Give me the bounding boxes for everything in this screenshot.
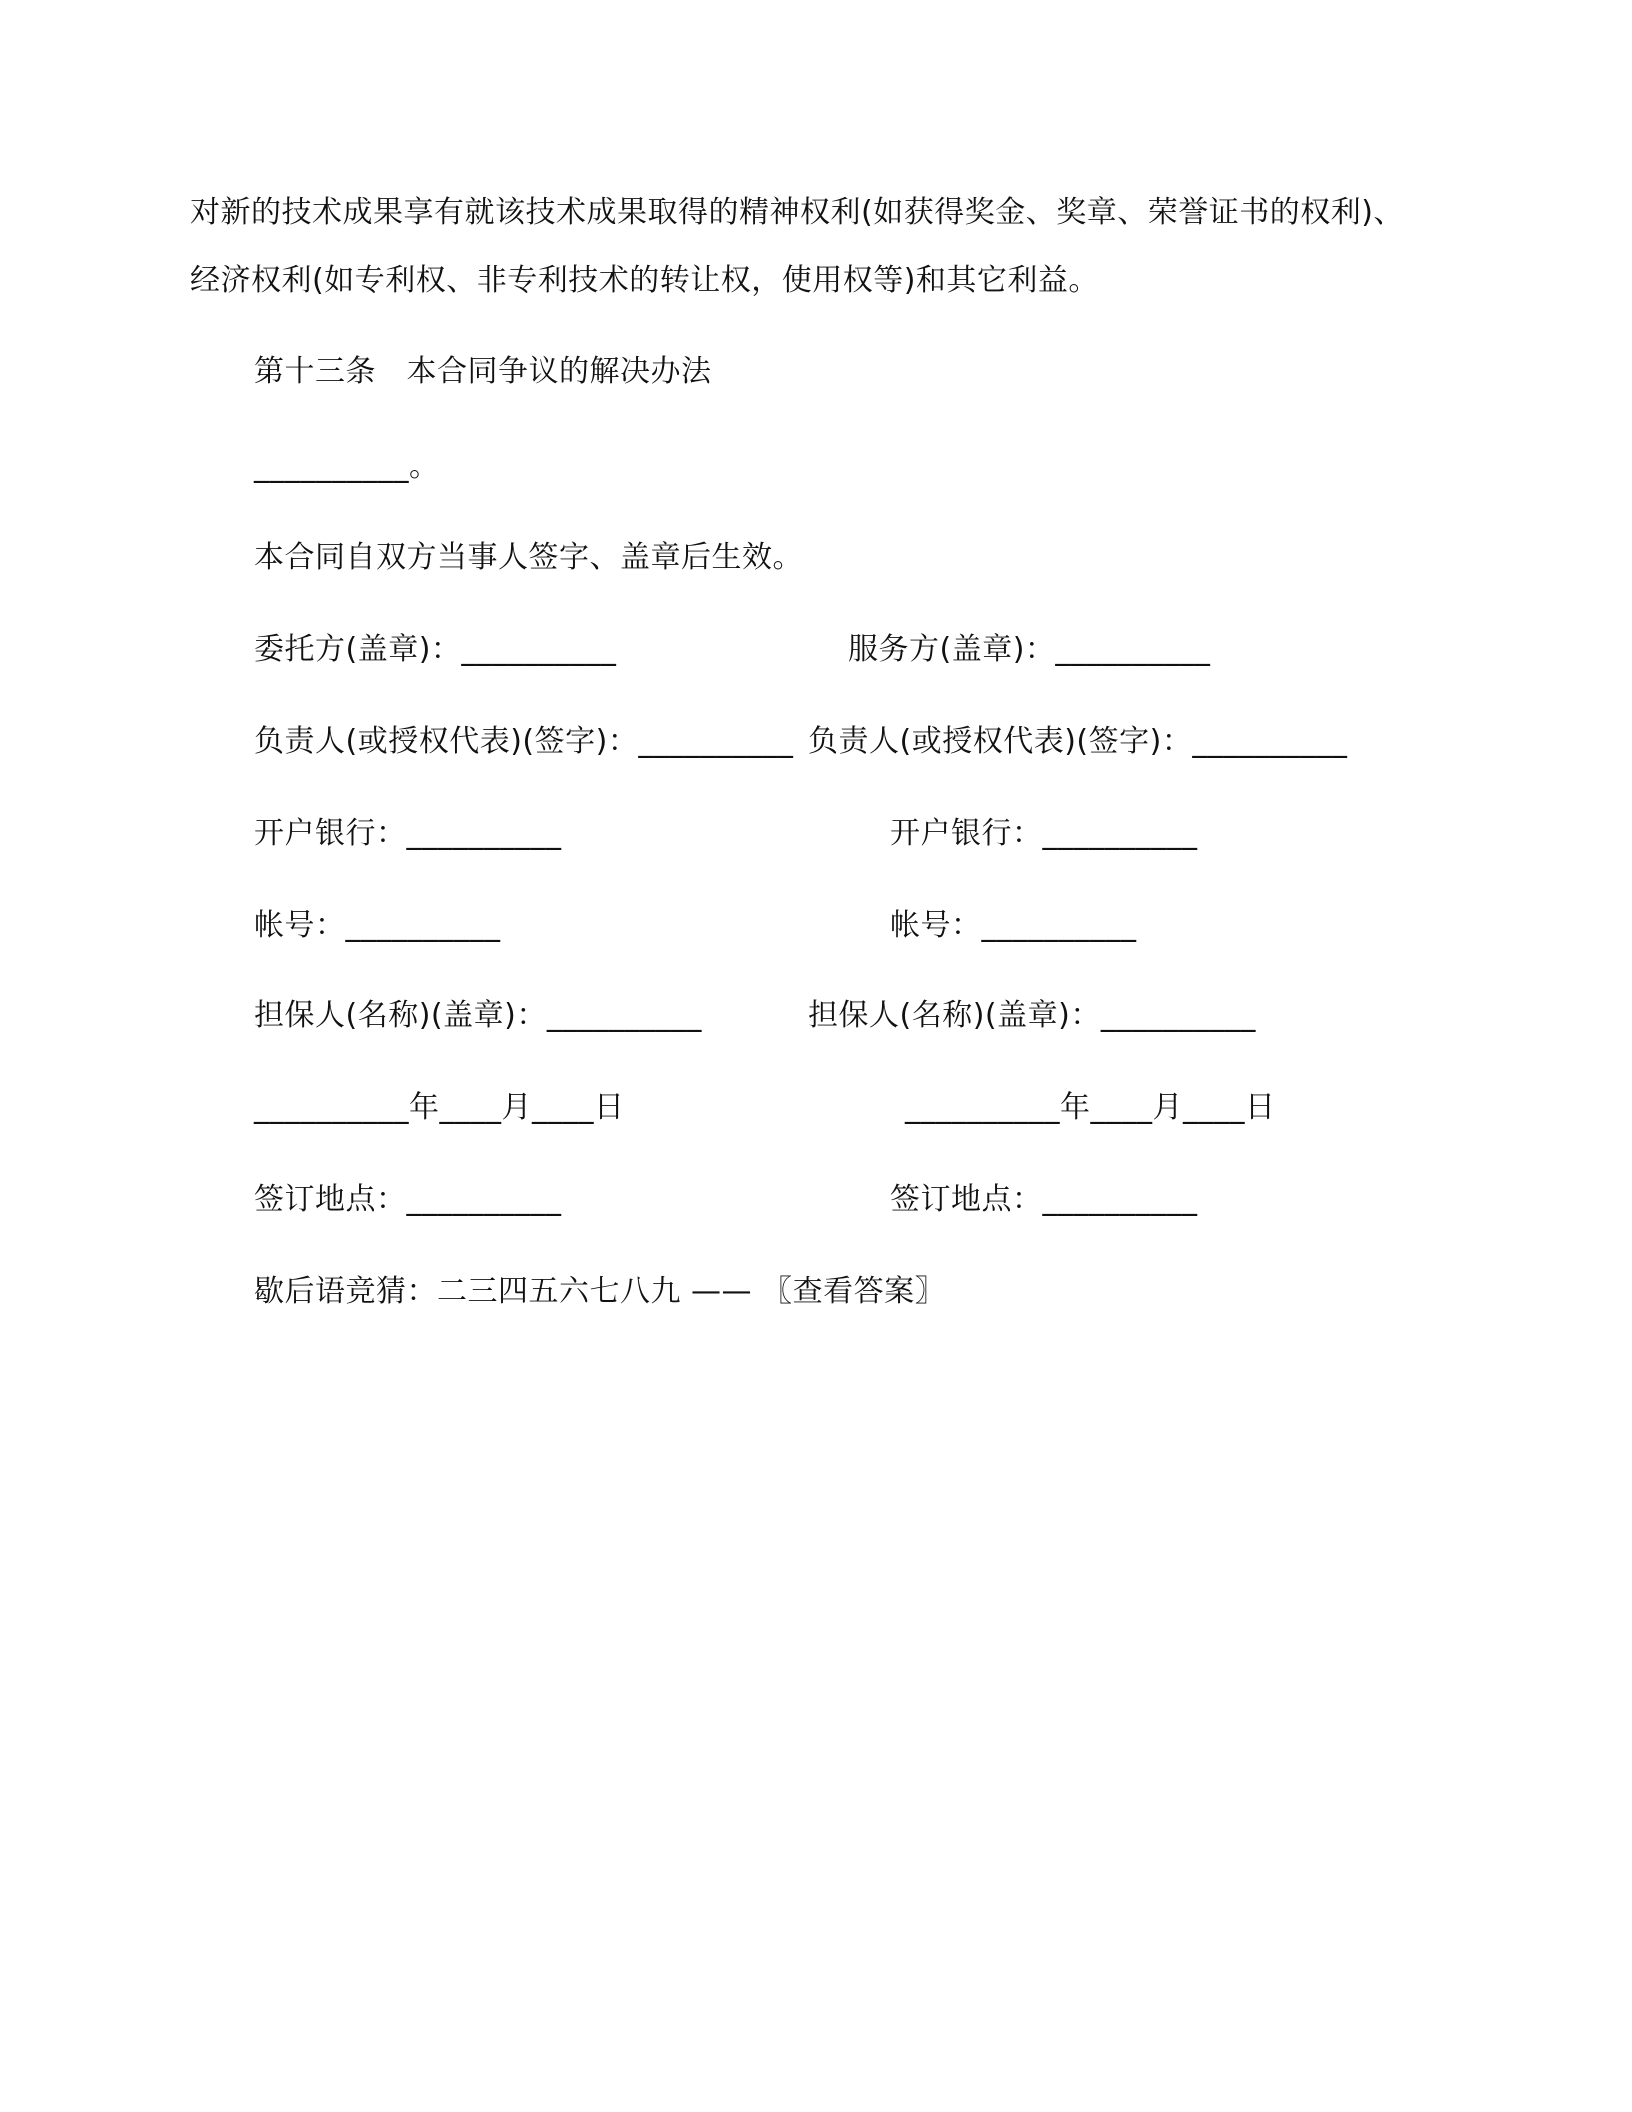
client-rep-field: 负责人(或授权代表)(签字)：__________ xyxy=(254,724,794,759)
client-guarantor-field: 担保人(名称)(盖章)：__________ xyxy=(254,998,702,1033)
fill-in-blank: __________。 xyxy=(254,449,440,484)
service-rep-field: 负责人(或授权代表)(签字)：__________ xyxy=(808,724,1348,759)
client-seal-field: 委托方(盖章)：__________ xyxy=(254,632,617,667)
service-guarantor-field: 担保人(名称)(盖章)：__________ xyxy=(808,998,1256,1033)
riddle-line: 歇后语竞猜：二三四五六七八九 —— 〖查看答案〗 xyxy=(254,1274,946,1309)
client-date-field: __________年____月____日 xyxy=(254,1090,625,1125)
service-place-field: 签订地点：__________ xyxy=(890,1182,1198,1217)
service-seal-field: 服务方(盖章)：__________ xyxy=(848,632,1211,667)
service-date-field: __________年____月____日 xyxy=(905,1090,1276,1125)
paragraph-line: 经济权利(如专利权、非专利技术的转让权，使用权等)和其它利益。 xyxy=(190,263,1099,298)
client-account-field: 帐号：__________ xyxy=(254,908,501,943)
paragraph-line: 对新的技术成果享有就该技术成果取得的精神权利(如获得奖金、奖章、荣誉证书的权利)、 xyxy=(190,195,1404,230)
service-bank-field: 开户银行：__________ xyxy=(890,816,1198,851)
client-bank-field: 开户银行：__________ xyxy=(254,816,562,851)
effective-clause: 本合同自双方当事人签字、盖章后生效。 xyxy=(254,540,803,575)
client-place-field: 签订地点：__________ xyxy=(254,1182,562,1217)
article-heading: 第十三条 本合同争议的解决办法 xyxy=(254,354,712,389)
service-account-field: 帐号：__________ xyxy=(890,908,1137,943)
